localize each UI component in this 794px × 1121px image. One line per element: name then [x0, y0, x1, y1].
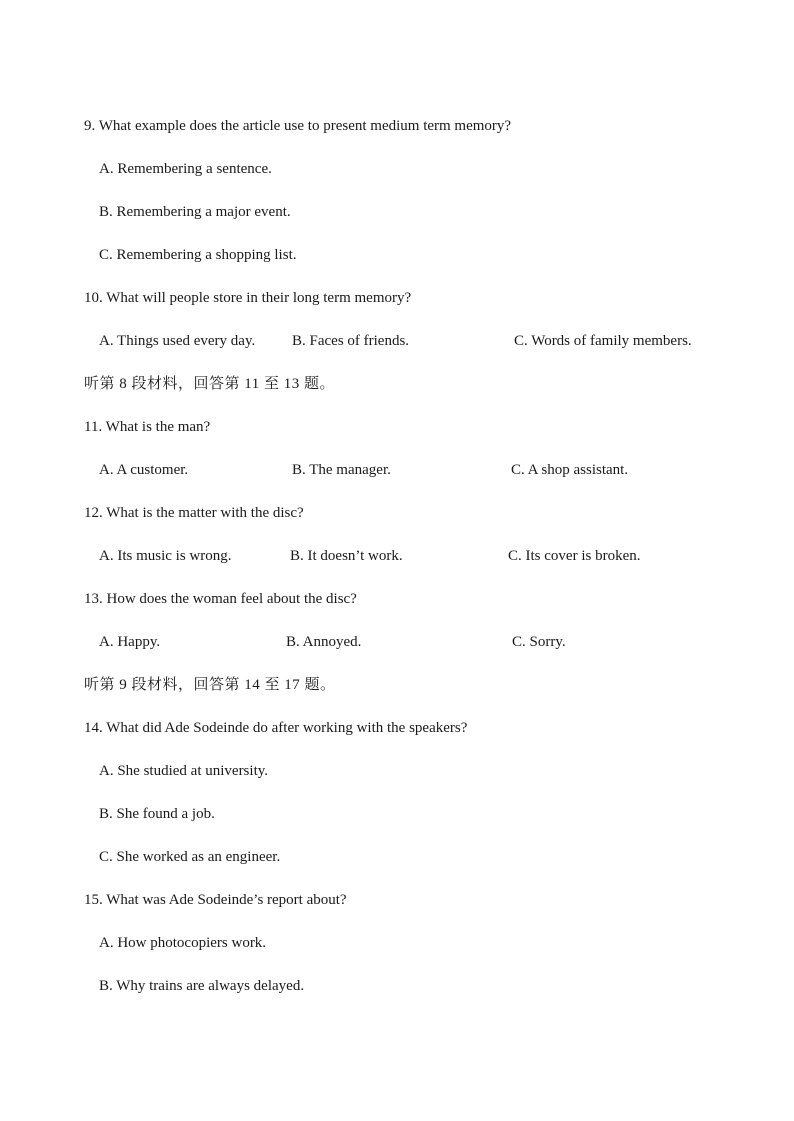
question-14-option-c: C. She worked as an engineer. — [99, 849, 281, 865]
question-11-option-c: C. A shop assistant. — [511, 462, 629, 478]
question-10-option-b: B. Faces of friends. — [292, 333, 410, 349]
question-11-option-b: B. The manager. — [292, 462, 391, 478]
question-15-option-a: A. How photocopiers work. — [99, 935, 267, 951]
question-11-stem: 11. What is the man? — [84, 419, 211, 435]
question-9-option-c: C. Remembering a shopping list. — [99, 247, 297, 263]
section-8-instruction: 听第 8 段材料，回答第 11 至 13 题。 — [84, 376, 335, 392]
question-10-option-c: C. Words of family members. — [514, 333, 692, 349]
question-9-option-b: B. Remembering a major event. — [99, 204, 291, 220]
question-14-option-b: B. She found a job. — [99, 806, 215, 822]
question-12-option-c: C. Its cover is broken. — [508, 548, 641, 564]
question-11-option-a: A. A customer. — [99, 462, 189, 478]
question-12-option-b: B. It doesn’t work. — [290, 548, 403, 564]
question-10-stem: 10. What will people store in their long term memory? — [84, 290, 412, 306]
question-15-option-b: B. Why trains are always delayed. — [99, 978, 305, 994]
question-12-option-a: A. Its music is wrong. — [99, 548, 232, 564]
question-14-option-a: A. She studied at university. — [99, 763, 269, 779]
question-12-stem: 12. What is the matter with the disc? — [84, 505, 304, 521]
question-15-stem: 15. What was Ade Sodeinde’s report about? — [84, 892, 347, 908]
question-13-option-a: A. Happy. — [99, 634, 161, 650]
question-13-option-b: B. Annoyed. — [286, 634, 362, 650]
question-9-stem: 9. What example does the article use to present medium term memory? — [84, 118, 512, 134]
question-14-stem: 14. What did Ade Sodeinde do after working with the speakers? — [84, 720, 468, 736]
question-13-option-c: C. Sorry. — [512, 634, 566, 650]
question-9-option-a: A. Remembering a sentence. — [99, 161, 272, 177]
section-9-instruction: 听第 9 段材料，回答第 14 至 17 题。 — [84, 677, 336, 693]
question-10-option-a: A. Things used every day. — [99, 333, 256, 349]
question-13-stem: 13. How does the woman feel about the disc? — [84, 591, 357, 607]
